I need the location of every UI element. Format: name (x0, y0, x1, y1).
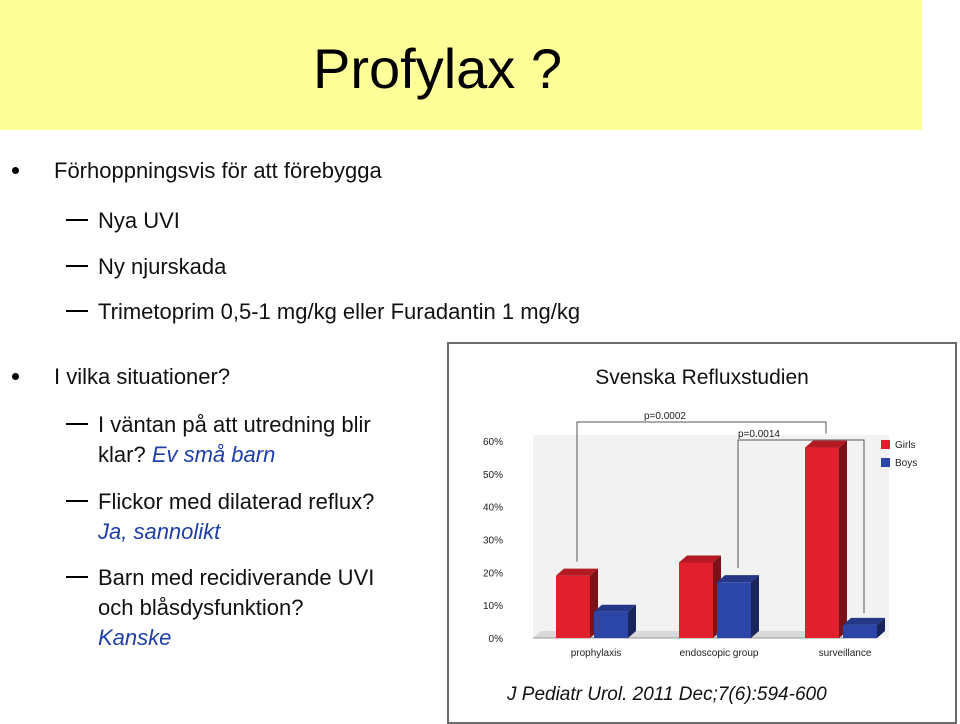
y-tick-label: 20% (482, 568, 503, 580)
sub-bullet-text (98, 563, 374, 653)
answer-text: Kanske (98, 625, 172, 650)
dash (66, 265, 88, 267)
sub-bullet-line: klar? (98, 442, 146, 467)
slide-title: Profylax ? (313, 37, 562, 100)
citation: J Pediatr Urol. 2011 Dec;7(6):594-600 (507, 684, 827, 705)
sub-bullet-line: I väntan på att utredning blir (98, 412, 371, 437)
y-tick-label: 40% (482, 502, 503, 514)
sub-bullet-line: Barn med recidiverande UVI (98, 565, 375, 590)
dash (66, 423, 88, 425)
sub-bullet-text: Trimetoprim 0,5-1 mg/kg eller Furadantin 1 mg/kg (98, 299, 581, 324)
p-value-label: p=0.0014 (738, 429, 780, 440)
bullet-dot (12, 373, 19, 380)
sub-bullet-text (98, 410, 371, 470)
bar-boys-1 (717, 582, 751, 638)
title-banner (0, 0, 922, 130)
x-tick-label: surveillance (818, 648, 872, 659)
sub-bullet-text: Nya UVI (98, 208, 180, 233)
legend-swatch-boys (881, 458, 890, 467)
bar-side-boys (751, 575, 759, 638)
sub-bullet-line: och blåsdysfunktion? (98, 595, 304, 620)
bar-side-girls (839, 441, 847, 638)
legend-label: Girls (895, 440, 916, 451)
y-tick-label: 0% (488, 634, 503, 645)
sub-bullet-line: Flickor med dilaterad reflux? (98, 489, 375, 514)
sub-bullet-text (98, 487, 374, 547)
legend-swatch-girls (881, 440, 890, 449)
dash (66, 219, 88, 221)
figure-box (447, 342, 957, 724)
p-value-label: p=0.0002 (644, 411, 686, 422)
sub-bullet-text: Ny njurskada (98, 254, 227, 279)
dash (66, 500, 88, 502)
bullet-2-text: I vilka situationer? (54, 364, 231, 389)
x-tick-label: endoscopic group (679, 648, 759, 659)
y-tick-label: 50% (482, 469, 503, 481)
bar-boys-2 (843, 625, 877, 638)
dash (66, 310, 88, 312)
legend-label: Boys (895, 458, 918, 469)
bullet-1-text: Förhoppningsvis för att förebygga (54, 158, 382, 183)
answer-text: Ja, sannolikt (98, 519, 221, 544)
answer-text: Ev små barn (151, 442, 276, 467)
dash (66, 576, 88, 578)
bar-girls-1 (679, 562, 713, 638)
y-tick-label: 60% (482, 437, 503, 448)
bar-girls-2 (805, 448, 839, 638)
y-tick-label: 30% (482, 535, 503, 547)
bar-chart (473, 406, 933, 668)
figure-title: Svenska Refluxstudien (595, 366, 809, 389)
bullet-dot (12, 167, 19, 174)
x-tick-label: prophylaxis (570, 648, 622, 659)
y-tick-label: 10% (482, 601, 503, 613)
bar-boys-0 (594, 612, 628, 638)
bar-girls-0 (556, 576, 590, 638)
